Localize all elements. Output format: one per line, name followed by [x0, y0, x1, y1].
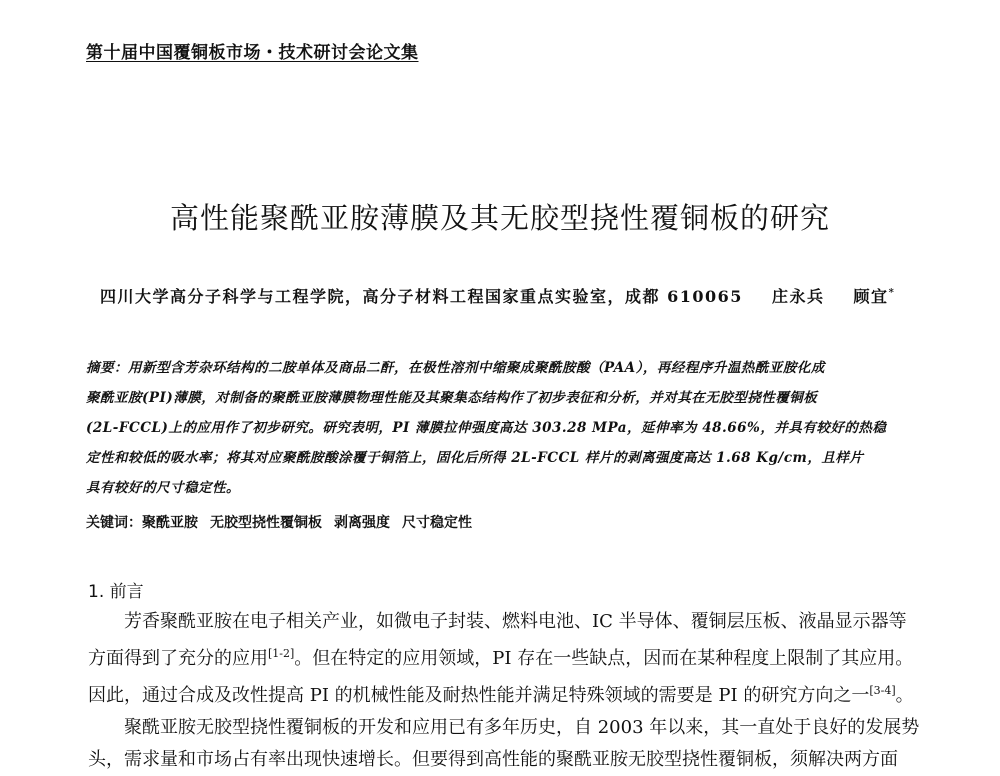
- affiliation-line: [100, 284, 895, 307]
- keywords: [86, 512, 472, 532]
- author-1: 庄永兵: [771, 287, 825, 306]
- affiliation: 四川大学高分子科学与工程学院，高分子材料工程国家重点实验室，成都 610065: [100, 287, 743, 306]
- body-line: 方面得到了充分的应用[1-2]。但在特定的应用领域，PI 存在一些缺点，因而在某种程度上限制了其应用。: [88, 647, 914, 669]
- section-heading: 1. 前言: [88, 582, 144, 602]
- body-line: 因此，通过合成及改性提高 PI 的机械性能及耐热性能并满足特殊领域的需要是 PI 的研究方向之一[3-4]。: [88, 684, 914, 706]
- citation: [3-4]: [869, 684, 896, 697]
- body-line: 芳香聚酰亚胺在电子相关产业，如微电子封装、燃料电池、IC 半导体、覆铜层压板、液晶显示器等: [124, 611, 907, 632]
- body-line: 聚酰亚胺无胶型挠性覆铜板的开发和应用已有多年历史，自 2003 年以来，其一直处于良好的发展势: [124, 717, 920, 738]
- keyword: 聚酰亚胺: [142, 515, 198, 531]
- abstract-line: 具有较好的尺寸稳定性。: [86, 480, 240, 496]
- abstract-line: 定性和较低的吸水率；将其对应聚酰胺酸涂覆于铜箔上，固化后所得 2L-FCCL 样片的剥离强度高达 1.68 Kg/cm，且样片: [86, 450, 864, 466]
- abstract-label: 摘要：: [86, 360, 128, 376]
- abstract-line: 摘要：用新型含芳杂环结构的二胺单体及商品二酐，在极性溶剂中缩聚成聚酰胺酸（PAA），再经程序升温热酰亚胺化成: [86, 360, 825, 376]
- body-line: 头，需求量和市场占有率出现快速增长。但要得到高性能的聚酰亚胺无胶型挠性覆铜板，须解决两方面: [88, 749, 898, 770]
- author-2: 顾宜: [853, 287, 889, 306]
- keyword: 剥离强度: [334, 515, 390, 531]
- keyword: 无胶型挠性覆铜板: [210, 515, 322, 531]
- running-header: 第十届中国覆铜板市场・技术研讨会论文集: [86, 43, 419, 63]
- keyword: 尺寸稳定性: [402, 515, 472, 531]
- abstract-line: 聚酰亚胺(PI)薄膜，对制备的聚酰亚胺薄膜物理性能及其聚集态结构作了初步表征和分析，并对其在无胶型挠性覆铜板: [86, 390, 818, 406]
- citation: [1-2]: [268, 647, 295, 660]
- abstract: [86, 353, 916, 503]
- paper-title: 高性能聚酰亚胺薄膜及其无胶型挠性覆铜板的研究: [169, 201, 830, 235]
- section-body: [88, 606, 918, 776]
- corresponding-mark: *: [888, 287, 896, 299]
- abstract-line: (2L-FCCL)上的应用作了初步研究。研究表明，PI 薄膜拉伸强度高达 303.28 MPa，延伸率为 48.66%，并具有较好的热稳: [86, 420, 887, 436]
- keywords-label: 关键词：: [86, 515, 142, 531]
